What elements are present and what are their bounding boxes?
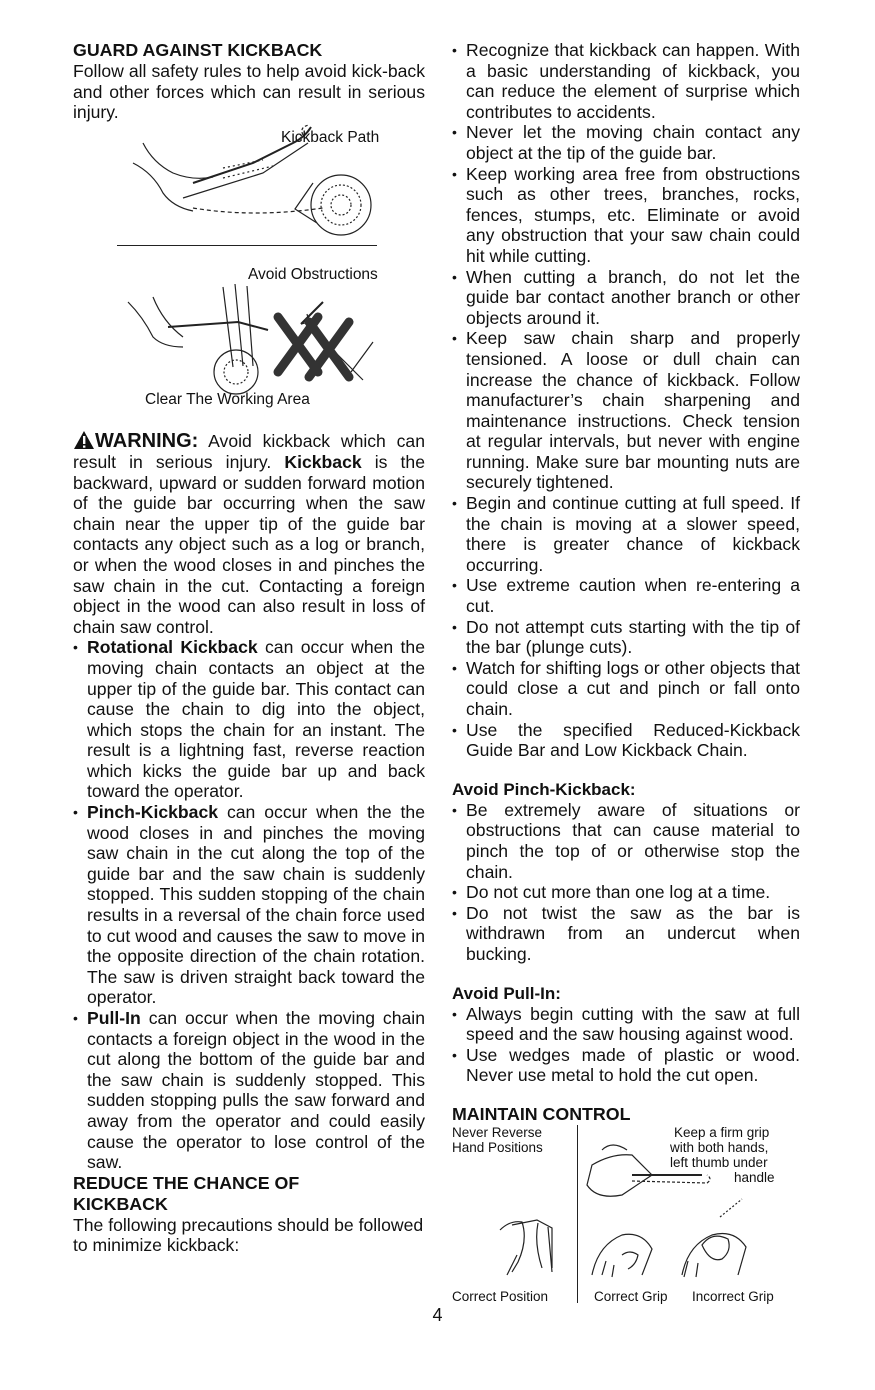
list-item: • Never let the moving chain contact any object at the tip of the guide bar. [452, 122, 800, 163]
list-item: • Use the specified Reduced-Kickback Guide Bar and Low Kickback Chain. [452, 720, 800, 761]
list-item: • Begin and continue cutting at full speed. If the chain is moving at a slower speed, there is greater chance of kickback occurring. [452, 493, 800, 575]
pinch-kickback-heading: Avoid Pinch-Kickback: [452, 779, 636, 799]
list-item: • Do not attempt cuts starting with the tip of the bar (plunge cuts). [452, 617, 800, 658]
list-item: • Be extremely aware of situations or obstructions that can cause material to pinch the top of or otherwise stop the chain. [452, 800, 800, 882]
page-number: 4 [432, 1305, 443, 1325]
guard-intro: Follow all safety rules to help avoid kick-back and other forces which can result in serious injury. [73, 61, 425, 123]
list-item: • Use wedges made of plastic or wood. Never use metal to hold the cut open. [452, 1045, 800, 1086]
list-item: • Do not twist the saw as the bar is withdrawn from an undercut when bucking. [452, 903, 800, 965]
left-column [73, 40, 425, 1256]
list-item [73, 1008, 425, 1173]
correct-grip-label: Correct Grip [594, 1288, 668, 1304]
warning-text-2: is the backward, upward or sudden forward motion of the guide bar occurring when the saw chain near the upper tip of the guide bar contacts any object such as a log or branch, or when the wood closes in and pinches the saw chain in the cut. Contacting a foreign object in the wood can also result in loss of chain saw control. [73, 451, 425, 637]
list-item-text: can occur when the the wood closes in and pinches the moving saw chain in the cut along the top of the guide bar and the saw chain is suddenly stopped. This sudden stopping of the chain results in a reversal of the chain force used to cut wood and causes the saw to move in the opposite direction of the chain rotation. The saw is driven straight back toward the operator. [87, 802, 425, 1008]
incorrect-grip-label: Incorrect Grip [692, 1288, 774, 1304]
list-item: • Do not cut more than one log at a time. [452, 882, 800, 903]
list-item: • Keep working area free from obstructions such as other trees, branches, rocks, fences, stumps, etc. Eliminate or avoid any obstruction that your saw chain could hit while cutting. [452, 164, 800, 267]
maintain-control-heading: MAINTAIN CONTROL [452, 1103, 631, 1124]
keep-grip-label-2: with both hands, [670, 1139, 769, 1155]
warning-label: WARNING: [95, 430, 199, 453]
kickback-term: Kickback [284, 451, 362, 472]
list-item-text: can occur when the moving chain contacts an object at the upper tip of the guide bar. This contact can cause the chain to dig into the object, which stops the chain for an instant. The result is a lightning fast, reverse reaction which kicks the guide bar up and back toward the operator. [87, 637, 425, 802]
kickback-path-figure [73, 123, 425, 241]
kickback-types-list [73, 637, 425, 1172]
pull-in-list [452, 1004, 800, 1086]
keep-grip-label-3: left thumb under [670, 1154, 768, 1170]
reduce-heading-line-2: KICKBACK [73, 1193, 168, 1214]
list-item [73, 802, 425, 1008]
list-item-term: Pinch-Kickback [87, 802, 219, 823]
list-item: • Keep saw chain sharp and properly tensioned. A loose or dull chain can increase the chance of kickback. Follow manufacturer’s chain sharpening and maintenance instructions. Check tension at regular intervals, but never with engine running. Make sure bar mounting nuts are securely tightened. [452, 328, 800, 493]
precautions-list [452, 40, 800, 761]
maintain-control-figure [452, 1125, 800, 1305]
figure-divider [117, 245, 377, 246]
warning-text-1: Avoid kickback which can result in serious injury. [73, 431, 425, 472]
keep-grip-label-4: handle [734, 1169, 775, 1185]
right-column [452, 40, 800, 1305]
list-item: • Recognize that kickback can happen. With a basic understanding of kickback, you can reduce the element of surprise which contributes to accidents. [452, 40, 800, 122]
avoid-obstructions-illustration [73, 272, 425, 402]
reduce-heading-line-1: REDUCE THE CHANCE OF [73, 1172, 300, 1193]
list-item-text: can occur when the moving chain contacts a foreign object in the wood in the cut along the bottom of the guide bar and the saw chain is suddenly stopped. This sudden stopping pulls the saw forward and away from the operator and could easily cause the operator to lose control of the saw. [87, 1008, 425, 1173]
pinch-kickback-list [452, 800, 800, 965]
clear-working-area-label: Clear The Working Area [145, 390, 310, 408]
list-item [73, 637, 425, 802]
keep-grip-label-1: Keep a firm grip [674, 1124, 770, 1140]
list-item: • When cutting a branch, do not let the guide bar contact another branch or other objects around it. [452, 267, 800, 329]
avoid-obstructions-label: Avoid Obstructions [248, 265, 378, 283]
reduce-intro: The following precautions should be followed to minimize kickback: [73, 1214, 424, 1256]
kickback-path-label: Kickback Path [281, 128, 380, 146]
list-item-term: Rotational Kickback [87, 637, 258, 658]
list-item: • Watch for shifting logs or other objects that could close a cut and pinch or fall onto chain. [452, 658, 800, 720]
list-item: • Always begin cutting with the saw at full speed and the saw housing against wood. [452, 1004, 800, 1045]
list-item-term: Pull-In [87, 1008, 141, 1028]
warning-triangle-icon [73, 430, 95, 450]
guard-heading: GUARD AGAINST KICKBACK [73, 40, 323, 60]
warning-paragraph [73, 430, 425, 637]
correct-position-label: Correct Position [452, 1288, 549, 1304]
avoid-obstructions-figure [73, 252, 425, 402]
hand-position-illustration [452, 1135, 800, 1285]
never-reverse-label: Never Reverse [452, 1124, 543, 1140]
pull-in-heading: Avoid Pull-In: [452, 983, 561, 1003]
list-item: • Use extreme caution when re-entering a cut. [452, 575, 800, 616]
hand-positions-label: Hand Positions [452, 1139, 543, 1155]
